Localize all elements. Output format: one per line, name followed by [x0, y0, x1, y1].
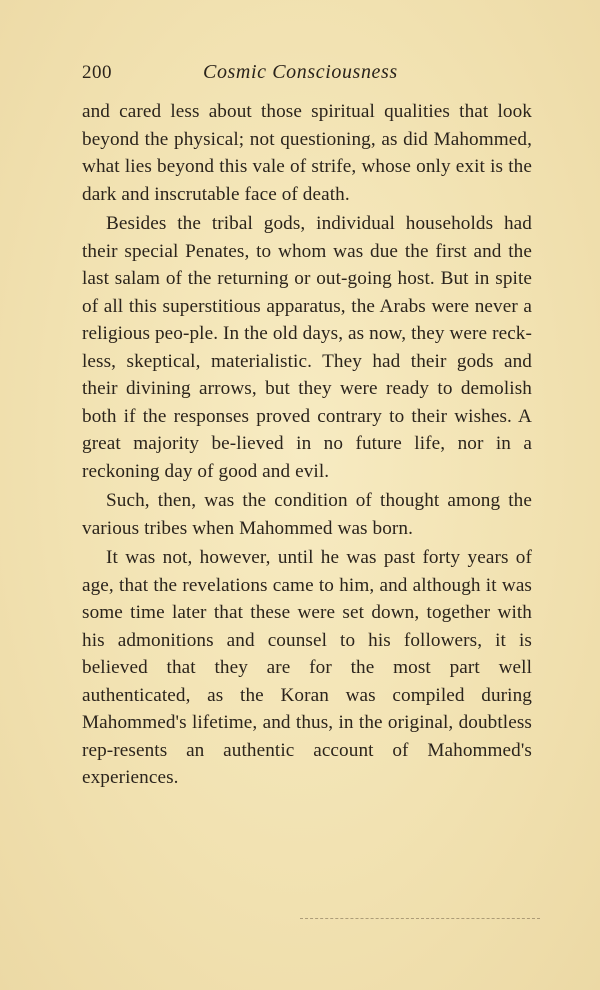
page-number: 200 [82, 62, 112, 83]
body-text [82, 98, 532, 792]
paragraph: Such, then, was the condition of thought among the various tribes when Mahommed was born. [82, 490, 532, 539]
page-header [82, 58, 532, 92]
paragraph: Besides the tribal gods, individual households had their special Penates, to whom was due the first and the last salam of the returning or out-going host. But in spite of all this superstitious apparatus, the Arabs were never a religious peo-ple. In the old days, as now, they were reck-less, skeptical, materialistic. They had their gods and their divining arrows, but they were ready to demolish both if the responses proved contrary to their wishes. A great majority be-lieved in no future life, nor in a reckoning day of good and evil. [82, 213, 532, 482]
running-head: Cosmic Consciousness [203, 61, 398, 83]
book-page [82, 58, 532, 792]
paragraph: and cared less about those spiritual qualities that look beyond the physical; not questioning, as did Mahommed, what lies beyond this vale of strife, whose only exit is the dark and inscrutable face of death. [82, 101, 532, 205]
show-through-marks [300, 918, 540, 921]
paragraph: It was not, however, until he was past forty years of age, that the revelations came to him, and although it was some time later that these were set down, together with his admonitions and counsel to his followers, it is believed that they are for the most part well authenticated, as the Koran was compiled during Mahommed's lifetime, and thus, in the original, doubtless rep-resents an authentic account of Mahommed's experiences. [82, 547, 532, 788]
